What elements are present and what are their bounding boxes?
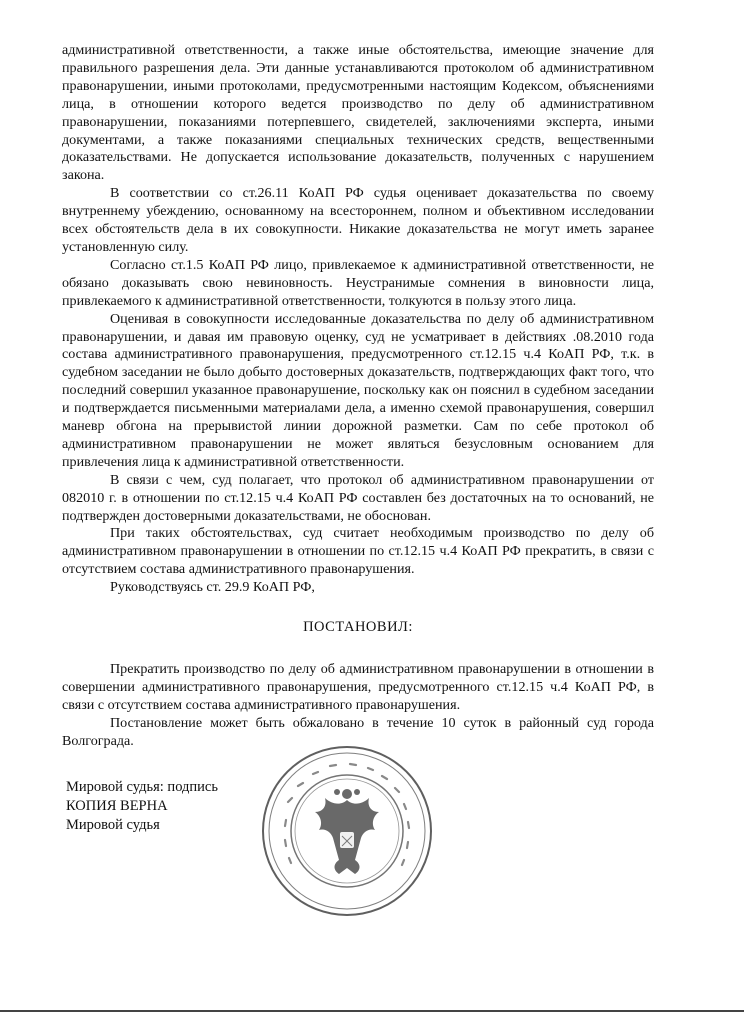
paragraph-guided-by: Руководствуясь ст. 29.9 КоАП РФ, (110, 579, 315, 596)
paragraph-article-1-5: Согласно ст.1.5 КоАП РФ лицо, привлекаемое к административной ответственности, не обязано доказывать свою невиновность. Неустранимые сомнения в виновности лица, привлекаемого к административной ответственности, толкуются в пользу этого лица. (62, 256, 654, 309)
signature-judge-line: Мировой судья: подпись (66, 779, 218, 795)
paragraph-article-26-11: В соответствии со ст.26.11 КоАП РФ судья оценивает доказательства по своему внутреннему убеждению, основанному на всестороннем, полном и объективном исследовании всех обстоятельств дела в их совокупности. Никакие доказательства не могут иметь заранее установленную силу. (62, 185, 654, 255)
page-bottom-rule (0, 1010, 744, 1012)
court-seal-stamp (258, 742, 436, 920)
signature-judge-title: Мировой судья (66, 817, 160, 833)
paragraph-circumstances: При таких обстоятельствах, суд считает необходимым производство по делу об административном правонарушении в отношении по ст.12.15 ч.4 КоАП РФ прекратить, в связи с отсутствием состава административного правонарушения. (62, 525, 654, 578)
signature-block (66, 778, 218, 835)
paragraph-evidence-definition: административной ответственности, а также иные обстоятельства, имеющие значение для правильного разрешения дела. Эти данные устанавливаются протоколом об административном правонарушении, иными протоколами, предусмотренными настоящим Кодексом, объяснениями лица, в отношении которого ведется производство по делу об административном правонарушении, показаниями потерпевшего, свидетелей, заключениями эксперта, иными документами, а также показаниями специальных технических средств, вещественными доказательствами. Не допускается использование доказательств, полученных с нарушением закона. (62, 42, 654, 184)
decision-heading: ПОСТАНОВИЛ: (303, 619, 413, 636)
signature-copy-certified: КОПИЯ ВЕРНА (66, 798, 168, 814)
paragraph-protocol-conclusion: В связи с чем, суд полагает, что протокол об административном правонарушении от 082010 г. в отношении по ст.12.15 ч.4 КоАП РФ составлен без достаточных на то оснований, не подтвержден достоверными доказательствами, не обоснован. (62, 471, 654, 524)
resolution-appeal: Постановление может быть обжаловано в течение 10 суток в районный суд города Волгограда. (62, 714, 654, 749)
resolution-terminate: Прекратить производство по делу об административном правонарушении в отношении в совершении административного правонарушения, предусмотренного ст.12.15 ч.4 КоАП РФ, в связи с отсутствием состава административного правонарушения. (62, 661, 654, 713)
document-body (62, 42, 654, 751)
paragraph-evaluation: Оценивая в совокупности исследованные доказательства по делу об административном правонарушении, и давая им правовую оценку, суд не усматривает в действиях .08.2010 года состава административного правонарушения, предусмотренного ст.12.15 ч.4 КоАП РФ, т.к. в судебном заседании не было добыто достоверных доказательств, подтверждающих факт того, что последний совершил указанное правонарушение, поскольку как он пояснил в судебном заседании и подтверждается письменными материалами дела, а именно схемой правонарушения, совершил маневр обгона на прерывистой линии дорожной разметки. Сам по себе протокол об административном правонарушении не может являться безусловным основанием для привлечения лица к административной ответственности. (62, 310, 654, 470)
